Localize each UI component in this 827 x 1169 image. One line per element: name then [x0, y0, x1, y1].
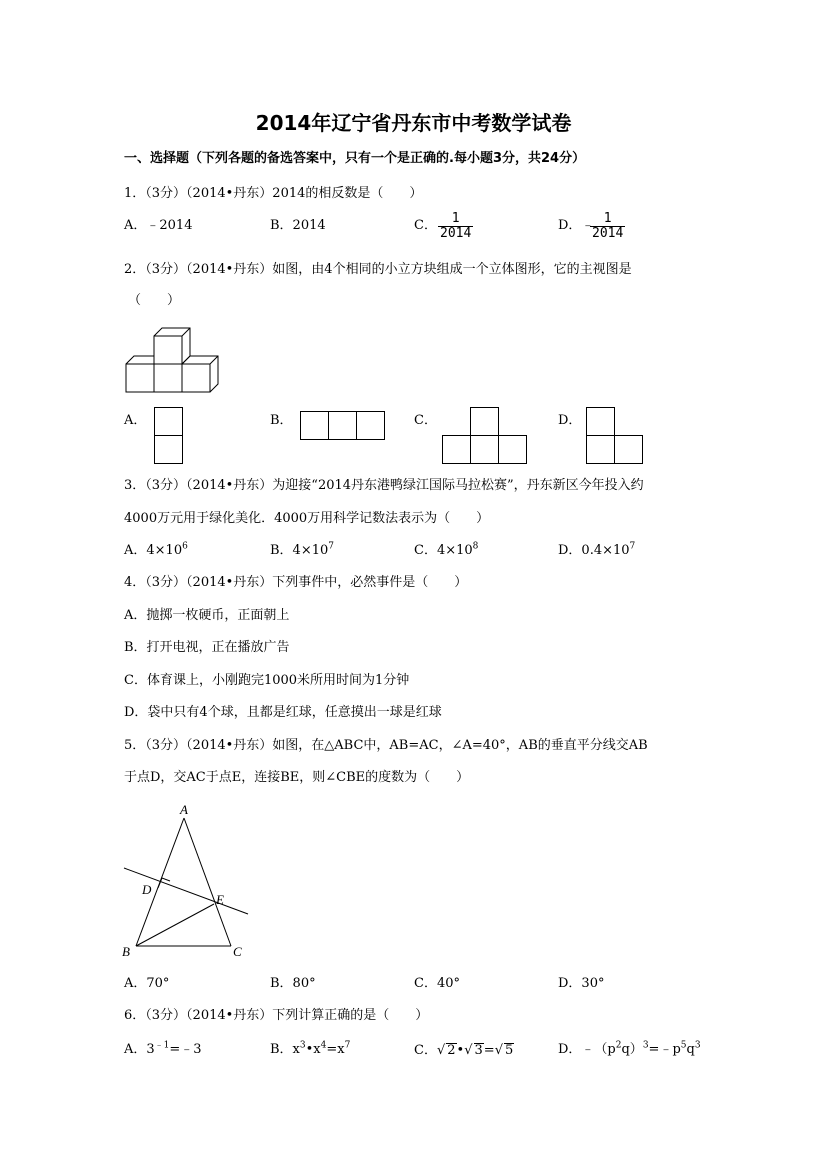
q6-stem: 6．（3分）（2014•丹东）下列计算正确的是（ ）: [124, 1008, 429, 1023]
exponent: ﹣1: [154, 1040, 170, 1051]
exp2: 4: [320, 1040, 327, 1051]
radicand-1: 2: [447, 1043, 456, 1058]
section-heading: 一、选择题（下列各题的备选答案中，只有一个是正确的.每小题3分，共24分）: [124, 151, 586, 166]
q4-option-a: A．抛掷一枚硬币，正面朝上: [124, 608, 290, 623]
exp1: 3: [299, 1040, 306, 1051]
part3: =x: [326, 1042, 345, 1057]
denominator: 2014: [440, 226, 472, 242]
exp1: 2: [615, 1040, 622, 1051]
base: C．4×10: [414, 543, 473, 558]
radicand-2: 3: [474, 1043, 483, 1058]
q2-option-a: A．: [124, 413, 147, 428]
q3-option-d: [558, 541, 636, 558]
q4-option-b: B．打开电视，正在播放广告: [124, 640, 290, 655]
label: C．: [414, 1043, 437, 1058]
q6-option-b: [270, 1040, 351, 1057]
base: A．4×10: [124, 543, 183, 558]
q1-option-a: A．﹣2014: [124, 218, 193, 233]
part2: •x: [305, 1042, 321, 1057]
q2-option-c: C．: [414, 413, 437, 428]
label-b: B: [122, 944, 130, 959]
label-c: C: [233, 944, 242, 959]
exponent: 6: [182, 541, 188, 552]
q6-option-a: [124, 1040, 202, 1057]
dot: •: [456, 1043, 465, 1058]
radicand-3: 5: [504, 1043, 514, 1058]
q1-option-d-fraction: [590, 212, 625, 242]
exponent: 7: [629, 541, 636, 552]
label-d: D: [142, 882, 152, 897]
base: B．4×10: [270, 543, 329, 558]
q5-option-b: B．80°: [270, 976, 316, 991]
page-title: 2014年辽宁省丹东市中考数学试卷: [255, 111, 572, 135]
part4: q: [686, 1042, 695, 1057]
numerator: 1: [451, 211, 460, 226]
q2-stem-line2: （ ）: [128, 293, 181, 308]
part1: B．x: [270, 1042, 300, 1057]
q2-option-b-figure: [300, 411, 386, 441]
q2-option-c-figure: [442, 407, 528, 465]
q6-option-c: C．√ 2•√ 3=√ 5: [414, 1043, 514, 1058]
part1: D．﹣（p: [558, 1042, 616, 1057]
q2-option-a-figure: [154, 407, 184, 465]
q5-option-a: A．70°: [124, 976, 170, 991]
q5-stem-line2: 于点D，交AC于点E，连接BE，则∠CBE的度数为（ ）: [124, 770, 470, 785]
q2-option-b: B．: [270, 413, 293, 428]
q2-option-d-figure: [586, 407, 644, 465]
part2: q）: [621, 1042, 643, 1057]
exponent: 8: [472, 541, 479, 552]
numerator: 1: [603, 211, 612, 226]
part3: =﹣p: [648, 1042, 681, 1057]
q5-option-c: C．40°: [414, 976, 460, 991]
exp2: 3: [642, 1040, 649, 1051]
q3-option-c: [414, 541, 479, 558]
q1-option-c-label: C．: [414, 218, 437, 233]
q4-option-d: D．袋中只有4个球，且都是红球，任意摸出一球是红球: [124, 705, 442, 720]
q2-stem-line1: 2．（3分）（2014•丹东）如图，由4个相同的小立方块组成一个立体图形，它的主视图是: [124, 262, 632, 277]
q1-option-c-fraction: [438, 212, 473, 242]
label-e: E: [216, 892, 224, 907]
q3-option-a: [124, 541, 188, 558]
exp4: 3: [694, 1040, 701, 1051]
q1-option-b: B．2014: [270, 218, 326, 233]
q2-cube-figure: [124, 324, 224, 396]
rest: =﹣3: [169, 1042, 202, 1057]
exponent: 7: [328, 541, 334, 552]
equals: =: [483, 1043, 495, 1058]
q3-stem-line1: 3．（3分）（2014•丹东）为迎接“2014丹东港鸭绿江国际马拉松赛”，丹东新区今年投入约: [124, 478, 644, 493]
base: A．3: [124, 1042, 155, 1057]
q4-option-c: C．体育课上，小刚跑完1000米所用时间为1分钟: [124, 673, 410, 688]
q6-option-d: [558, 1040, 701, 1057]
label-a: A: [180, 802, 188, 817]
q4-stem: 4．（3分）（2014•丹东）下列事件中，必然事件是（ ）: [124, 575, 468, 590]
exp3: 5: [680, 1040, 687, 1051]
q1-option-d-label: D．﹣: [558, 218, 595, 233]
q3-option-b: [270, 541, 334, 558]
q1-stem: 1．（3分）（2014•丹东）2014的相反数是（ ）: [124, 186, 423, 201]
denominator: 2014: [592, 226, 624, 242]
q5-triangle-figure: [118, 800, 258, 960]
exp3: 7: [344, 1040, 351, 1051]
q2-option-d: D．: [558, 413, 582, 428]
q5-option-d: D．30°: [558, 976, 605, 991]
q3-stem-line2: 4000万元用于绿化美化．4000万用科学记数法表示为（ ）: [124, 511, 490, 526]
q5-stem-line1: 5．（3分）（2014•丹东）如图，在△ABC中，AB=AC，∠A=40°，AB的垂直平分线交AB: [124, 738, 648, 753]
base: D．0.4×10: [558, 543, 630, 558]
